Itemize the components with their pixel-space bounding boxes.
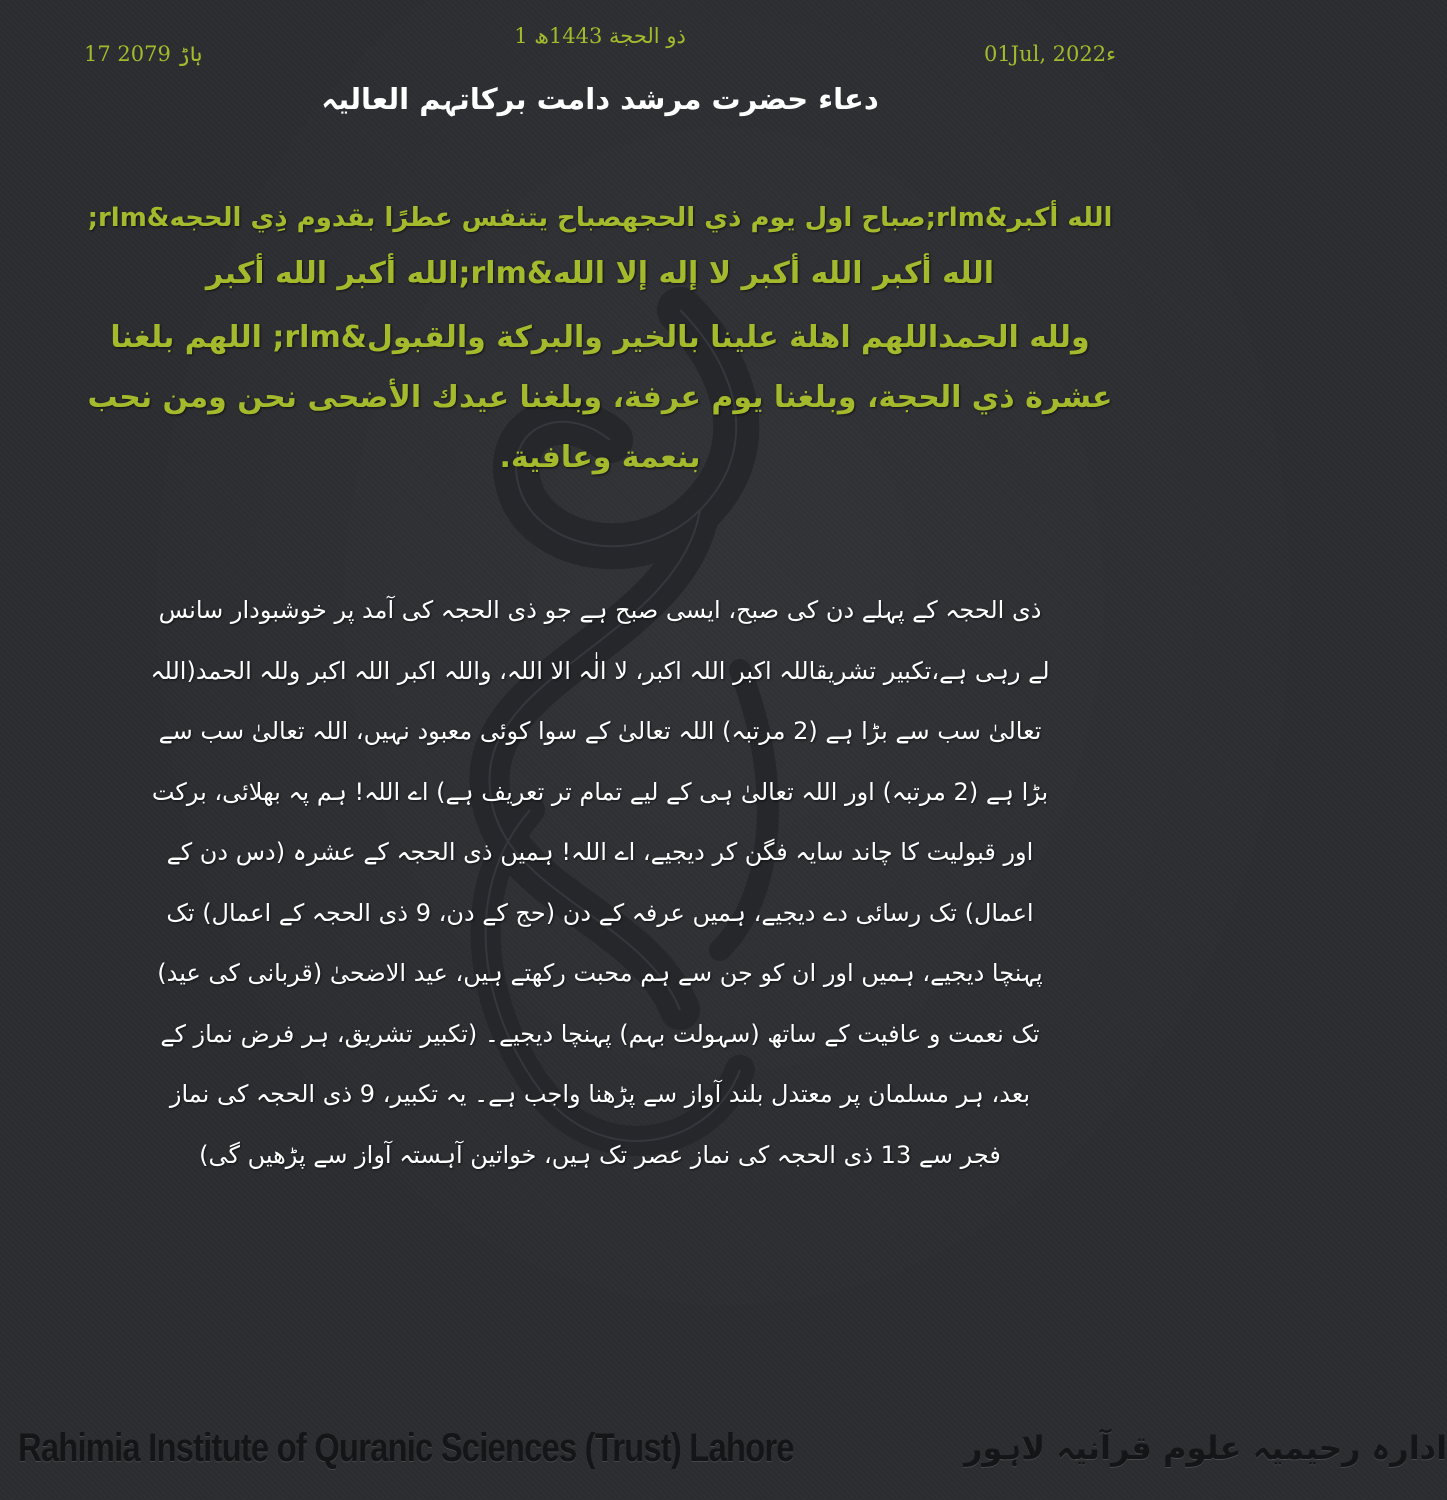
page-title: دعاء حضرت مرشد دامت برکاتہم العالیہ	[321, 82, 879, 116]
arabic-line-3: ولله الحمداللهم اهلة علينا بالخير والبركة والقبول&rlm; اللهم بلغنا عشرة ذي الحجة، وبلغنا يوم عرفة، وبلغنا عيدك الأضحى نحن ومن نحب بنعمة وعافية.	[87, 320, 1113, 475]
hijri-date: 1 ذو الحجة 1443ھ	[514, 24, 686, 48]
footer	[18, 1408, 1447, 1488]
institute-logo-urdu: ادارہ رحیمیہ علوم قرآنیہ لاہور	[964, 1429, 1447, 1467]
gregorian-date: 01Jul, 2022ء	[983, 42, 1116, 66]
institute-name-english: Rahimia Institute of Quranic Sciences (Trust) Lahore	[18, 1425, 794, 1470]
arabic-dua-block	[80, 196, 1120, 488]
bikrami-date: 17 ہاڑ 2079	[84, 42, 203, 66]
arabic-line-2: الله أكبر الله أكبر لا إله إلا الله&rlm;الله أكبر الله أكبر	[205, 256, 995, 291]
urdu-translation: ذی الحجہ کے پہلے دن کی صبح، ایسی صبح ہے جو ذی الحجہ کی آمد پر خوشبودار سانس لے رہی ہے،تکبیر تشریقاللہ اکبر اللہ اکبر، لا الٰہ الا اللہ، واللہ اکبر اللہ اکبر وللہ الحمد(اللہ تعالیٰ سب سے بڑا ہے (2 مرتبہ) اللہ تعالیٰ کے سوا کوئی معبود نہیں، اللہ تعالیٰ سب سے بڑا ہے (2 مرتبہ) اور اللہ تعالیٰ ہی کے لیے تمام تر تعریف ہے) اے اللہ! ہم پہ بھلائی، برکت اور قبولیت کا چاند سایہ فگن کر دیجیے، اے اللہ! ہمیں ذی الحجہ کے عشرہ (دس دن کے اعمال) تک رسائی دے دیجیے، ہمیں عرفہ کے دن (حج کے دن، 9 ذی الحجہ کے اعمال) تک پہنچا دیجیے، ہمیں اور ان کو جن سے ہم محبت رکھتے ہیں، عید الاضحیٰ (قربانی کی عید) تک نعمت و عافیت کے ساتھ (سہولت بہم) پہنچا دیجیے۔ (تکبیر تشریق، ہر فرض نماز کے بعد، ہر مسلمان پر معتدل بلند آواز سے پڑھنا واجب ہے۔ یہ تکبیر، 9 ذی الحجہ کی نماز فجر سے 13 ذی الحجہ کی نماز عصر تک ہیں، خواتین آہستہ آواز سے پڑھیں گی)	[150, 596, 1050, 1169]
arabic-line-1: الله أكبر&rlm;صباح اول يوم ذي الحجهصباح يتنفس عطرًا بقدوم ذِي الحجه&rlm;	[87, 203, 1113, 233]
